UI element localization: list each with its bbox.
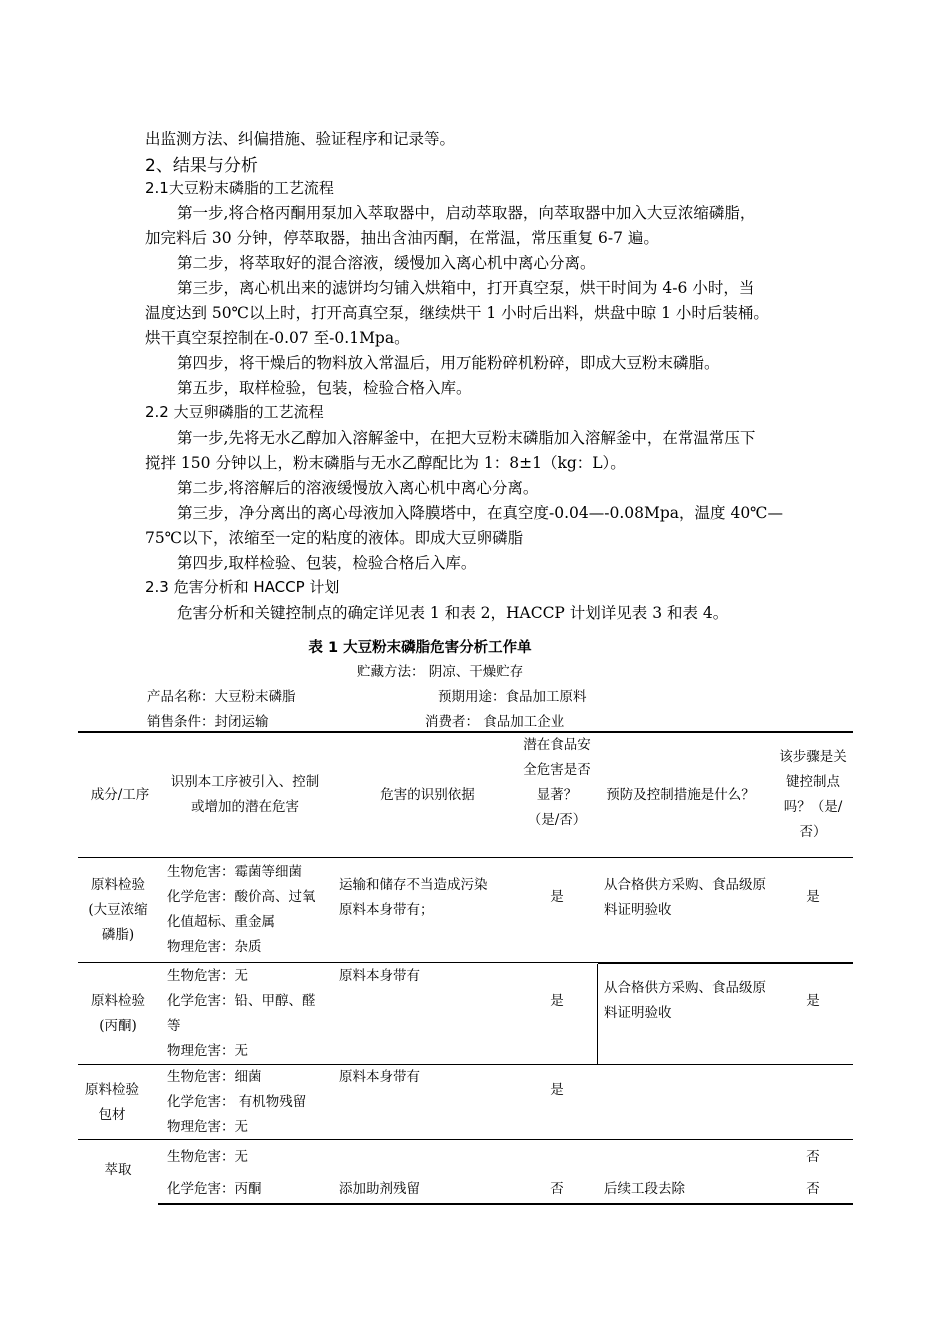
row-hazard: 生物危害：无 bbox=[167, 968, 248, 984]
row-measures: 从合格供方采购、食品级原料证明验收 bbox=[604, 877, 766, 918]
subsection-heading: 2.1大豆粉末磷脂的工艺流程 bbox=[145, 179, 334, 197]
row-hazard: 生物危害：霉菌等细菌 bbox=[167, 864, 302, 880]
consumer: 消费者： 食品加工企业 bbox=[425, 714, 565, 730]
intended-use: 预期用途：食品加工原料 bbox=[438, 689, 587, 705]
row-significant: 否 bbox=[550, 1181, 564, 1197]
row-ccp: 否 bbox=[806, 1149, 820, 1165]
body-line: 第四步，将干燥后的物料放入常温后，用万能粉碎机粉碎，即成大豆粉末磷脂。 bbox=[177, 354, 720, 372]
body-line: 第五步，取样检验，包装，检验合格入库。 bbox=[177, 379, 472, 397]
header-significant: 潜在食品安全危害是否显著？（是/否） bbox=[523, 737, 591, 828]
row-basis: 添加助剂残留 bbox=[339, 1181, 420, 1197]
body-line: 第二步，将萃取好的混合溶液，缓慢加入离心机中离心分离。 bbox=[177, 254, 596, 272]
row-basis: 原料本身带有； bbox=[339, 902, 434, 918]
product-name: 产品名称：大豆粉末磷脂 bbox=[147, 689, 296, 705]
row-hazard: 生物危害：无 bbox=[167, 1149, 248, 1165]
row-hazard: 化学危害：丙酮 bbox=[167, 1181, 262, 1197]
row-measures: 从合格供方采购、食品级原料证明验收 bbox=[604, 980, 766, 1021]
row-rule bbox=[598, 962, 853, 964]
row-hazard: 化学危害：铅、甲醇、醛等 bbox=[167, 993, 316, 1034]
row-hazard: 物理危害：无 bbox=[167, 1043, 248, 1059]
row-step: 萃取 bbox=[104, 1162, 132, 1178]
body-line: 危害分析和关键控制点的确定详见表 1 和表 2，HACCP 计划详见表 3 和表 4。 bbox=[177, 604, 729, 622]
table-bottom-rule bbox=[158, 1203, 853, 1205]
header-hazards: 识别本工序被引入、控制或增加的潜在危害 bbox=[170, 774, 320, 815]
body-line: 第一步,先将无水乙醇加入溶解釜中，在把大豆粉末磷脂加入溶解釜中，在常温常压下 bbox=[177, 429, 756, 447]
row-basis: 原料本身带有 bbox=[339, 968, 420, 984]
row-ccp: 是 bbox=[806, 993, 820, 1009]
body-line: 第三步，净分离出的离心母液加入降膜塔中，在真空度-0.04—-0.08Mpa，温度 40℃— bbox=[177, 504, 784, 522]
row-step: 原料检验(大豆浓缩磷脂) bbox=[88, 877, 148, 943]
row-hazard: 生物危害：细菌 bbox=[167, 1069, 262, 1085]
header-step: 成分/工序 bbox=[90, 787, 150, 803]
body-line: 第三步，离心机出来的滤饼均匀铺入烘箱中，打开真空泵，烘干时间为 4-6 小时，当 bbox=[177, 279, 755, 297]
body-line: 搅拌 150 分钟以上，粉末磷脂与无水乙醇配比为 1：8±1（kg：L）。 bbox=[145, 454, 626, 472]
body-line: 烘干真空泵控制在-0.07 至-0.1Mpa。 bbox=[145, 329, 410, 347]
body-paragraph: 出监测方法、纠偏措施、验证程序和记录等。 bbox=[145, 130, 456, 148]
row-basis: 运输和储存不当造成污染 bbox=[339, 877, 488, 893]
row-basis: 原料本身带有 bbox=[339, 1069, 420, 1085]
body-line: 第一步,将合格丙酮用泵加入萃取器中，启动萃取器，向萃取器中加入大豆浓缩磷脂， bbox=[177, 204, 756, 222]
body-line: 温度达到 50℃以上时，打开高真空泵，继续烘干 1 小时后出料，烘盘中晾 1 小时后装桶。 bbox=[145, 304, 769, 322]
subsection-heading: 2.3 危害分析和 HACCP 计划 bbox=[145, 578, 340, 596]
header-measures: 预防及控制措施是什么？ bbox=[606, 787, 755, 803]
row-ccp: 否 bbox=[806, 1181, 820, 1197]
column-rule bbox=[597, 964, 598, 1065]
row-significant: 是 bbox=[550, 993, 564, 1009]
header-ccp: 该步骤是关键控制点吗？（是/否） bbox=[779, 749, 847, 840]
row-hazard: 化学危害：酸价高、过氧化值超标、重金属 bbox=[167, 889, 316, 930]
sales-condition: 销售条件：封闭运输 bbox=[147, 714, 269, 730]
row-hazard: 物理危害：无 bbox=[167, 1119, 248, 1135]
row-significant: 是 bbox=[550, 889, 564, 905]
storage-method: 贮藏方法： 阴凉、干燥贮存 bbox=[357, 664, 524, 680]
row-measures: 后续工段去除 bbox=[604, 1181, 685, 1197]
row-rule bbox=[78, 962, 598, 963]
row-ccp: 是 bbox=[806, 889, 820, 905]
body-line: 加完料后 30 分钟，停萃取器，抽出含油丙酮，在常温，常压重复 6-7 遍。 bbox=[145, 229, 659, 247]
row-hazard: 化学危害： 有机物残留 bbox=[167, 1094, 307, 1110]
section-heading: 2、结果与分析 bbox=[145, 156, 258, 176]
table-top-rule bbox=[78, 731, 853, 733]
body-line: 第二步,将溶解后的溶液缓慢放入离心机中离心分离。 bbox=[177, 479, 539, 497]
row-hazard: 物理危害：杂质 bbox=[167, 939, 262, 955]
header-basis: 危害的识别依据 bbox=[380, 787, 475, 803]
subsection-heading: 2.2 大豆卵磷脂的工艺流程 bbox=[145, 403, 324, 421]
table-title: 表 1 大豆粉末磷脂危害分析工作单 bbox=[308, 640, 532, 656]
body-line: 第四步,取样检验、包装，检验合格后入库。 bbox=[177, 554, 477, 572]
row-step: 原料检验(丙酮) bbox=[91, 993, 145, 1034]
body-line: 75℃以下，浓缩至一定的粘度的液体。即成大豆卵磷脂 bbox=[145, 529, 524, 547]
row-significant: 是 bbox=[550, 1082, 564, 1098]
header-rule bbox=[78, 857, 853, 858]
row-step: 原料检验包材 bbox=[85, 1082, 139, 1123]
